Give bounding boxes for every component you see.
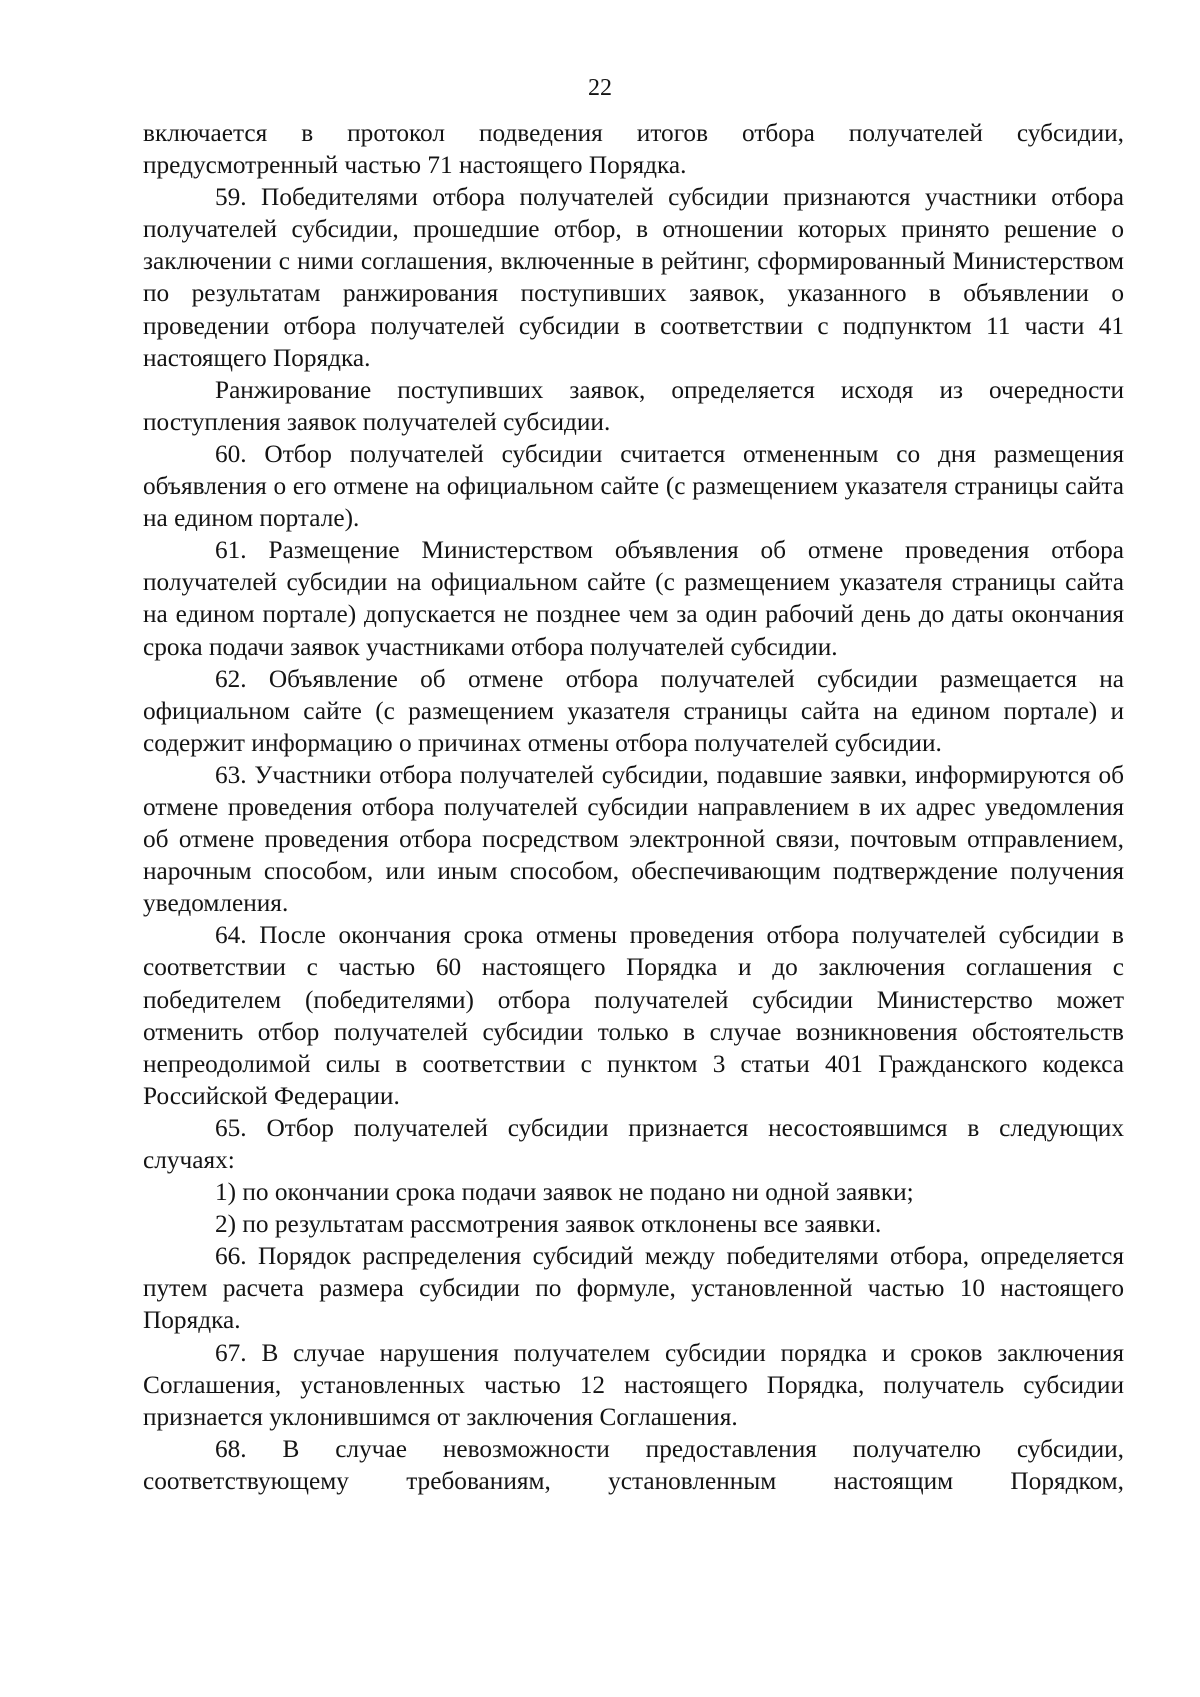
paragraph-60: 60. Отбор получателей субсидии считается отмененным со дня размещения объявления о его отмене на официальном сайте (с размещением указателя страницы сайта на едином портале). <box>143 439 1124 533</box>
paragraph-62: 62. Объявление об отмене отбора получателей субсидии размещается на официальном сайте (с размещением указателя страницы сайта на едином портале) и содержит информацию о причинах отмены отбора получателей субсидии. <box>143 664 1124 757</box>
paragraph-67: 67. В случае нарушения получателем субсидии порядка и сроков заключения Соглашения, установленных частью 12 настоящего Порядка, получатель субсидии признается уклонившимся от заключения Соглашения. <box>143 1338 1124 1431</box>
paragraph-66: 66. Порядок распределения субсидий между победителями отбора, определяется путем расчета размера субсидии по формуле, установленной частью 10 настоящего Порядка. <box>143 1242 1124 1335</box>
paragraph-59: 59. Победителями отбора получателей субсидии признаются участники отбора получателей субсидии, прошедшие отбор, в отношении которых принято решение о заключении с ними соглашения, включенные в рейтинг, сформированный Министерством по результатам ранжирования поступивших заявок, указанного в объявлении о проведении отбора получателей субсидии в соответствии с подпунктом 11 части 41 настоящего Порядка. <box>143 183 1124 372</box>
paragraph-68: 68. В случае невозможности предоставления получателю субсидии, соответствующему требованиям, установленным настоящим Порядком, <box>143 1434 1124 1495</box>
document-body <box>143 117 1124 1497</box>
paragraph-65-item-1: 1) по окончании срока подачи заявок не подано ни одной заявки; <box>215 1178 914 1207</box>
paragraph-59-ranking: Ранжирование поступивших заявок, определяется исходя из очередности поступления заявок получателей субсидии. <box>143 375 1124 436</box>
paragraph-continuation: включается в протокол подведения итогов отбора получателей субсидии, предусмотренный частью 71 настоящего Порядка. <box>143 119 1124 180</box>
paragraph-63: 63. Участники отбора получателей субсидии, подавшие заявки, информируются об отмене проведения отбора получателей субсидии направлением в их адрес уведомления об отмене проведения отбора посредством электронной связи, почтовым отправлением, нарочным способом, или иным способом, обеспечивающим подтверждение получения уведомления. <box>143 760 1124 918</box>
paragraph-64: 64. После окончания срока отмены проведения отбора получателей субсидии в соответствии с частью 60 настоящего Порядка и до заключения соглашения с победителем (победителями) отбора получателей субсидии Министерство может отменить отбор получателей субсидии только в случае возникновения обстоятельств непреодолимой силы в соответствии с пунктом 3 статьи 401 Гражданского кодекса Российской Федерации. <box>143 921 1124 1110</box>
paragraph-65: 65. Отбор получателей субсидии признается несостоявшимся в следующих случаях: <box>143 1113 1124 1174</box>
paragraph-65-item-2: 2) по результатам рассмотрения заявок отклонены все заявки. <box>215 1210 882 1239</box>
page-number: 22 <box>588 75 612 101</box>
paragraph-61: 61. Размещение Министерством объявления об отмене проведения отбора получателей субсидии на официальном сайте (с размещением указателя страницы сайта на едином портале) допускается не позднее чем за один рабочий день до даты окончания срока подачи заявок участниками отбора получателей субсидии. <box>143 536 1124 661</box>
